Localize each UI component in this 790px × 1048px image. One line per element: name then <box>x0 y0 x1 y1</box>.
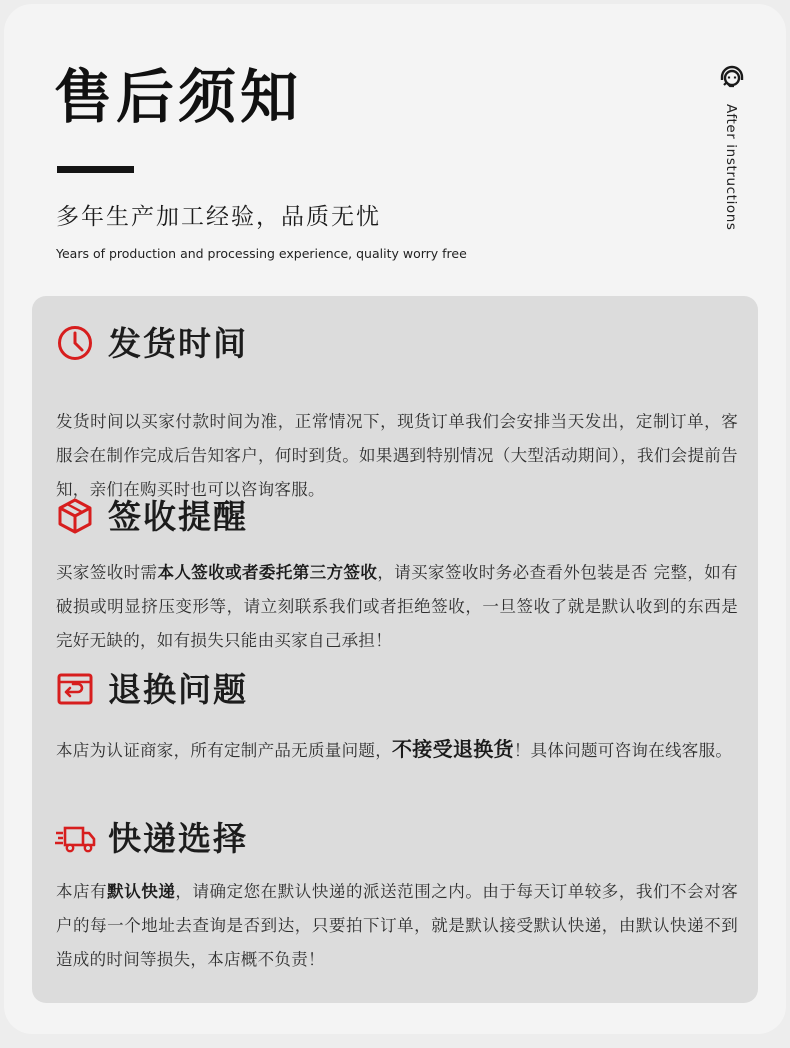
body-text: 本店为认证商家，所有定制产品无质量问题， <box>56 741 392 760</box>
title-underline <box>57 166 134 173</box>
section-body <box>56 875 738 977</box>
section-body <box>56 556 738 658</box>
return-icon <box>56 670 94 708</box>
body-text: ，请确定您在默认快递的派送范围之内。由于每天订单较多，我们不会对客户的每一个地址去查询是否到达，只要拍下订单，就是默认接受默认快递，由默认快递不到造成的时间等损失，本店概不负责！ <box>56 882 738 969</box>
section-body <box>56 731 738 769</box>
headset-icon <box>717 63 747 93</box>
body-text: 本店有 <box>56 882 108 901</box>
section-header <box>56 495 738 539</box>
box-icon <box>56 497 94 535</box>
subtitle-english: Years of production and processing experience, quality worry free <box>56 246 467 261</box>
body-emphasis: 本人签收或者委托第三方签收 <box>157 563 378 582</box>
subtitle: 多年生产加工经验，品质无忧 <box>56 204 381 230</box>
section-courier <box>56 817 738 977</box>
section-receipt-reminder <box>56 495 738 658</box>
body-text: ！具体问题可咨询在线客服。 <box>513 741 733 760</box>
section-body: 发货时间以买家付款时间为准，正常情况下，现货订单我们会安排当天发出，定制订单，客服会在制作完成后告知客户，何时到货。如果遇到特别情况（大型活动期间），我们会提前告知，亲们在购买时也可以咨询客服。 <box>56 412 738 499</box>
section-title: 签收提醒 <box>108 497 248 536</box>
delivery-truck-icon <box>54 819 96 857</box>
section-header <box>56 668 738 712</box>
section-title: 退换问题 <box>108 670 248 709</box>
body-emphasis: 不接受退换货 <box>392 737 514 761</box>
section-header <box>56 322 738 366</box>
content-panel <box>32 296 758 1003</box>
body-emphasis: 默认快递 <box>107 882 176 901</box>
body-text: ，请买家签收时务必查看外包装是否 完整，如有破损或明显挤压变形等，请立刻联系我们或者拒绝签收，一旦签收了就是默认收到的东西是完好无缺的，如有损失只能由买家自己承担！ <box>56 563 738 650</box>
section-title: 发货时间 <box>108 324 248 363</box>
body-text: 买家签收时需 <box>56 563 158 582</box>
section-shipping-time <box>56 322 738 507</box>
side-caption: After instructions <box>723 104 739 231</box>
section-header <box>56 817 738 861</box>
page-title: 售后须知 <box>54 63 303 131</box>
section-returns <box>56 668 738 769</box>
section-title: 快递选择 <box>108 819 248 858</box>
clock-icon <box>56 324 94 362</box>
